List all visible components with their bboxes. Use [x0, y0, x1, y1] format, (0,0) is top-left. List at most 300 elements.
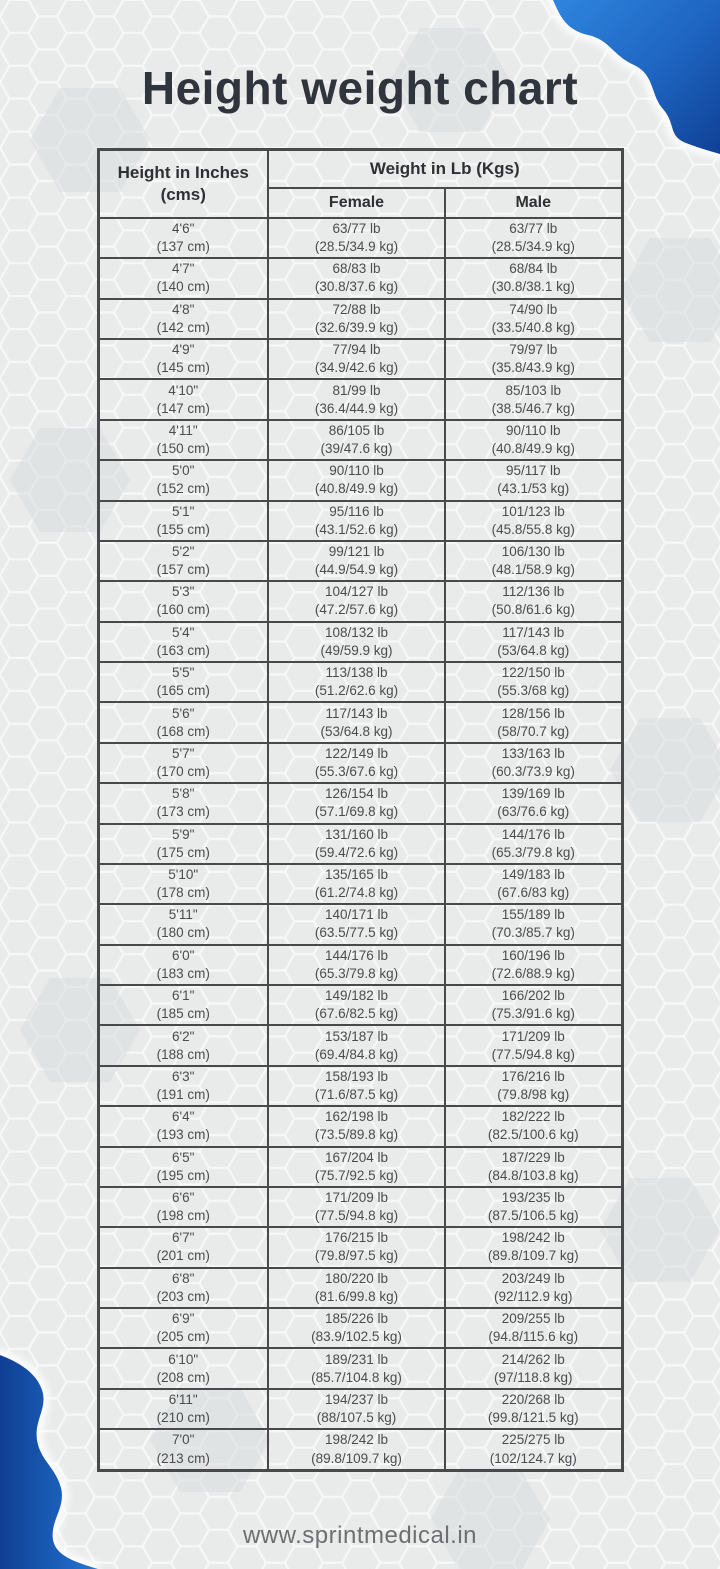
male-kg-value: (33.5/40.8 kg)	[491, 319, 575, 335]
female-weight-cell	[268, 501, 445, 541]
height-cell	[98, 258, 268, 298]
female-weight-cell	[268, 904, 445, 944]
female-weight-cell	[268, 1106, 445, 1146]
height-cell	[98, 743, 268, 783]
table-row	[98, 1308, 622, 1348]
female-weight-cell	[268, 1268, 445, 1308]
male-kg-value: (77.5/94.8 kg)	[491, 1046, 575, 1062]
male-weight-cell	[445, 1066, 622, 1106]
height-ft-value: 4'11"	[168, 422, 198, 438]
female-weight-cell	[268, 299, 445, 339]
height-cm-value: (155 cm)	[156, 521, 210, 537]
website-url: www.sprintmedical.in	[242, 1521, 478, 1549]
male-lb-value: 133/163 lb	[501, 745, 565, 761]
table-row	[98, 1187, 622, 1227]
height-cell	[98, 420, 268, 460]
male-kg-value: (48.1/58.9 kg)	[491, 562, 575, 578]
table-row	[98, 1025, 622, 1065]
female-weight-cell	[268, 258, 445, 298]
height-cell	[98, 904, 268, 944]
height-ft-value: 5'11"	[168, 907, 198, 923]
height-cell	[98, 501, 268, 541]
female-kg-value: (43.1/52.6 kg)	[314, 521, 399, 537]
male-kg-value: (65.3/79.8 kg)	[491, 844, 575, 860]
male-lb-value: 214/262 lb	[501, 1351, 565, 1367]
male-lb-value: 160/196 lb	[501, 947, 565, 963]
female-kg-value: (73.5/89.8 kg)	[314, 1127, 399, 1143]
female-kg-value: (61.2/74.8 kg)	[314, 885, 399, 901]
height-ft-value: 6'11"	[168, 1391, 198, 1407]
female-weight-cell	[268, 622, 445, 662]
height-ft-value: 5'0"	[172, 463, 195, 479]
height-ft-value: 5'3"	[172, 584, 195, 600]
male-weight-cell	[445, 662, 622, 702]
height-cm-value: (193 cm)	[156, 1127, 210, 1143]
male-weight-cell	[445, 1268, 622, 1308]
male-lb-value: 220/268 lb	[501, 1391, 565, 1407]
height-ft-value: 5'4"	[172, 624, 195, 640]
female-kg-value: (32.6/39.9 kg)	[314, 319, 399, 335]
col-header-male: Male	[445, 188, 622, 218]
female-lb-value: 122/149 lb	[324, 745, 389, 761]
height-ft-value: 7'0"	[172, 1432, 195, 1448]
height-cell	[98, 1268, 268, 1308]
female-weight-cell	[268, 1187, 445, 1227]
female-weight-cell	[268, 420, 445, 460]
col-header-weight-group: Weight in Lb (Kgs)	[268, 149, 622, 188]
height-cm-value: (198 cm)	[156, 1208, 210, 1224]
female-lb-value: 131/160 lb	[324, 826, 389, 842]
male-weight-cell	[445, 1025, 622, 1065]
height-cell	[98, 460, 268, 500]
height-cm-value: (150 cm)	[156, 440, 210, 456]
height-cm-value: (163 cm)	[156, 642, 210, 658]
height-ft-value: 5'6"	[172, 705, 195, 721]
male-weight-cell	[445, 743, 622, 783]
height-cm-value: (178 cm)	[156, 885, 210, 901]
height-cm-value: (142 cm)	[156, 319, 210, 335]
male-kg-value: (84.8/103.8 kg)	[487, 1167, 579, 1183]
female-kg-value: (44.9/54.9 kg)	[314, 562, 399, 578]
male-lb-value: 176/216 lb	[501, 1068, 565, 1084]
table-row	[98, 541, 622, 581]
male-lb-value: 225/275 lb	[501, 1432, 565, 1448]
female-lb-value: 189/231 lb	[324, 1351, 389, 1367]
height-cm-value: (210 cm)	[156, 1409, 210, 1425]
height-cell	[98, 702, 268, 742]
male-weight-cell	[445, 339, 622, 379]
height-cell	[98, 1025, 268, 1065]
height-cell	[98, 622, 268, 662]
height-ft-value: 4'7"	[172, 261, 195, 277]
female-lb-value: 99/121 lb	[328, 544, 385, 559]
female-weight-cell	[268, 945, 445, 985]
male-kg-value: (97/118.8 kg)	[493, 1369, 573, 1385]
height-cell	[98, 1389, 268, 1429]
male-lb-value: 90/110 lb	[505, 422, 561, 438]
height-cell	[98, 824, 268, 864]
height-cell	[98, 1429, 268, 1470]
male-weight-cell	[445, 1227, 622, 1267]
height-ft-value: 6'8"	[172, 1270, 195, 1286]
height-cm-value: (208 cm)	[156, 1369, 210, 1385]
male-weight-cell	[445, 218, 622, 258]
male-lb-value: 112/136 lb	[502, 584, 565, 600]
female-lb-value: 81/99 lb	[332, 382, 381, 398]
female-lb-value: 194/237 lb	[324, 1391, 389, 1407]
female-kg-value: (49/59.9 kg)	[320, 642, 393, 658]
height-ft-value: 6'6"	[172, 1190, 195, 1205]
height-weight-table	[97, 148, 624, 1472]
height-cm-value: (168 cm)	[156, 723, 210, 739]
height-cm-value: (137 cm)	[156, 239, 210, 255]
female-kg-value: (57.1/69.8 kg)	[314, 804, 399, 820]
height-cell	[98, 783, 268, 823]
height-ft-value: 5'1"	[172, 503, 195, 519]
female-weight-cell	[268, 985, 445, 1025]
height-cell	[98, 1227, 268, 1267]
table-row	[98, 420, 622, 460]
height-ft-value: 4'9"	[172, 342, 195, 358]
table-row	[98, 904, 622, 944]
female-kg-value: (83.9/102.5 kg)	[311, 1329, 402, 1345]
male-kg-value: (28.5/34.9 kg)	[491, 239, 575, 255]
female-kg-value: (30.8/37.6 kg)	[314, 279, 399, 295]
male-kg-value: (58/70.7 kg)	[497, 723, 570, 739]
female-lb-value: 86/105 lb	[328, 422, 385, 438]
female-lb-value: 171/209 lb	[324, 1190, 389, 1205]
female-weight-cell	[268, 1147, 445, 1187]
female-kg-value: (55.3/67.6 kg)	[314, 763, 399, 779]
male-weight-cell	[445, 1308, 622, 1348]
female-lb-value: 198/242 lb	[324, 1432, 389, 1448]
height-cell	[98, 541, 268, 581]
height-ft-value: 6'9"	[172, 1311, 195, 1327]
female-lb-value: 185/226 lb	[324, 1311, 389, 1327]
table-row	[98, 501, 622, 541]
height-ft-value: 5'10"	[168, 867, 199, 882]
male-weight-cell	[445, 622, 622, 662]
male-weight-cell	[445, 985, 622, 1025]
height-ft-value: 5'8"	[172, 786, 195, 802]
height-ft-value: 5'7"	[172, 745, 195, 761]
male-lb-value: 139/169 lb	[501, 786, 565, 802]
male-lb-value: 209/255 lb	[501, 1311, 565, 1327]
male-weight-cell	[445, 824, 622, 864]
height-ft-value: 6'4"	[172, 1109, 195, 1125]
female-weight-cell	[268, 743, 445, 783]
female-kg-value: (71.6/87.5 kg)	[314, 1086, 399, 1102]
height-ft-value: 6'3"	[172, 1068, 195, 1084]
female-kg-value: (85.7/104.8 kg)	[311, 1369, 402, 1385]
male-weight-cell	[445, 864, 622, 904]
female-weight-cell	[268, 1389, 445, 1429]
height-cm-value: (165 cm)	[156, 683, 210, 699]
male-kg-value: (99.8/121.5 kg)	[487, 1409, 579, 1425]
female-lb-value: 72/88 lb	[332, 301, 381, 317]
male-weight-cell	[445, 581, 622, 621]
table-row	[98, 581, 622, 621]
table-row	[98, 218, 622, 258]
female-weight-cell	[268, 218, 445, 258]
height-cell	[98, 299, 268, 339]
height-ft-value: 4'10"	[168, 382, 199, 398]
height-cm-value: (213 cm)	[156, 1450, 210, 1466]
female-weight-cell	[268, 1308, 445, 1348]
height-ft-value: 6'7"	[172, 1230, 195, 1246]
female-kg-value: (39/47.6 kg)	[320, 440, 393, 456]
table-row	[98, 864, 622, 904]
height-cm-value: (175 cm)	[156, 844, 210, 860]
table-row	[98, 945, 622, 985]
page-title: Height weight chart	[141, 62, 579, 114]
female-weight-cell	[268, 864, 445, 904]
male-lb-value: 149/183 lb	[501, 867, 565, 882]
height-cell	[98, 945, 268, 985]
female-lb-value: 104/127 lb	[324, 584, 389, 600]
female-kg-value: (88/107.5 kg)	[316, 1409, 397, 1425]
male-kg-value: (87.5/106.5 kg)	[487, 1208, 579, 1224]
table-row	[98, 339, 622, 379]
female-kg-value: (75.7/92.5 kg)	[314, 1167, 399, 1183]
table-row	[98, 1147, 622, 1187]
male-lb-value: 117/143 lb	[502, 624, 565, 640]
female-weight-cell	[268, 1066, 445, 1106]
female-weight-cell	[268, 702, 445, 742]
female-kg-value: (40.8/49.9 kg)	[314, 481, 399, 497]
female-kg-value: (34.9/42.6 kg)	[314, 360, 399, 376]
male-lb-value: 193/235 lb	[501, 1190, 565, 1205]
male-weight-cell	[445, 420, 622, 460]
female-kg-value: (53/64.8 kg)	[320, 723, 393, 739]
height-cell	[98, 864, 268, 904]
male-kg-value: (102/124.7 kg)	[489, 1450, 577, 1466]
height-ft-value: 6'2"	[172, 1028, 195, 1044]
height-cell	[98, 1348, 268, 1388]
height-cm-value: (145 cm)	[156, 360, 210, 376]
female-weight-cell	[268, 460, 445, 500]
female-lb-value: 180/220 lb	[324, 1270, 389, 1286]
height-cm-value: (183 cm)	[156, 965, 210, 981]
height-cm-value: (205 cm)	[156, 1329, 210, 1345]
female-lb-value: 117/143 lb	[325, 705, 388, 721]
male-lb-value: 101/123 lb	[501, 503, 565, 519]
male-kg-value: (35.8/43.9 kg)	[491, 360, 575, 376]
female-lb-value: 149/182 lb	[324, 988, 389, 1004]
height-cm-value: (147 cm)	[156, 400, 210, 416]
male-lb-value: 122/150 lb	[501, 665, 565, 681]
male-weight-cell	[445, 702, 622, 742]
female-lb-value: 158/193 lb	[324, 1068, 389, 1084]
height-cm-value: (201 cm)	[156, 1248, 210, 1264]
height-cell	[98, 379, 268, 419]
height-ft-value: 4'6"	[172, 221, 195, 236]
height-ft-value: 6'5"	[172, 1149, 195, 1165]
male-lb-value: 144/176 lb	[501, 826, 565, 842]
male-kg-value: (55.3/68 kg)	[497, 683, 570, 699]
male-kg-value: (60.3/73.9 kg)	[491, 763, 575, 779]
table-row	[98, 824, 622, 864]
male-weight-cell	[445, 904, 622, 944]
female-kg-value: (36.4/44.9 kg)	[314, 400, 399, 416]
male-lb-value: 171/209 lb	[501, 1028, 565, 1044]
table-row	[98, 460, 622, 500]
male-kg-value: (75.3/91.6 kg)	[491, 1006, 575, 1022]
male-kg-value: (30.8/38.1 kg)	[491, 279, 575, 295]
height-cell	[98, 218, 268, 258]
table-row	[98, 1429, 622, 1470]
table-row	[98, 258, 622, 298]
female-lb-value: 95/116 lb	[329, 503, 384, 519]
col-header-height: Height in Inches (cms)	[98, 149, 268, 218]
female-lb-value: 108/132 lb	[324, 624, 389, 640]
female-weight-cell	[268, 662, 445, 702]
col-header-female: Female	[268, 188, 445, 218]
female-lb-value: 135/165 lb	[324, 867, 389, 882]
female-lb-value: 68/83 lb	[332, 261, 381, 277]
female-lb-value: 140/171 lb	[324, 907, 389, 923]
height-cm-value: (203 cm)	[156, 1288, 210, 1304]
male-weight-cell	[445, 460, 622, 500]
female-kg-value: (69.4/84.8 kg)	[314, 1046, 399, 1062]
height-cm-value: (160 cm)	[156, 602, 210, 618]
male-weight-cell	[445, 299, 622, 339]
male-kg-value: (50.8/61.6 kg)	[491, 602, 575, 618]
female-weight-cell	[268, 541, 445, 581]
height-cm-value: (180 cm)	[156, 925, 210, 941]
male-weight-cell	[445, 783, 622, 823]
table-body	[98, 218, 622, 1471]
male-weight-cell	[445, 501, 622, 541]
table-row	[98, 1227, 622, 1267]
male-lb-value: 198/242 lb	[501, 1230, 565, 1246]
male-lb-value: 106/130 lb	[501, 544, 565, 559]
female-weight-cell	[268, 339, 445, 379]
female-lb-value: 63/77 lb	[332, 221, 381, 236]
height-cell	[98, 985, 268, 1025]
female-kg-value: (81.6/99.8 kg)	[314, 1288, 399, 1304]
table-row	[98, 783, 622, 823]
male-kg-value: (82.5/100.6 kg)	[487, 1127, 579, 1143]
male-kg-value: (94.8/115.6 kg)	[488, 1329, 579, 1345]
male-lb-value: 203/249 lb	[501, 1270, 565, 1286]
male-lb-value: 166/202 lb	[501, 988, 565, 1004]
table-row	[98, 743, 622, 783]
table-row	[98, 702, 622, 742]
male-weight-cell	[445, 1106, 622, 1146]
female-lb-value: 113/138 lb	[325, 665, 388, 681]
male-weight-cell	[445, 1389, 622, 1429]
female-lb-value: 90/110 lb	[329, 463, 384, 479]
male-kg-value: (53/64.8 kg)	[497, 642, 570, 658]
height-ft-value: 4'8"	[172, 301, 195, 317]
height-cm-value: (195 cm)	[156, 1167, 210, 1183]
male-kg-value: (63/76.6 kg)	[497, 804, 570, 820]
female-kg-value: (63.5/77.5 kg)	[314, 925, 399, 941]
male-lb-value: 85/103 lb	[505, 382, 562, 398]
female-lb-value: 126/154 lb	[324, 786, 389, 802]
height-ft-value: 5'5"	[172, 665, 195, 681]
table-row	[98, 1106, 622, 1146]
table-row	[98, 1268, 622, 1308]
table-row	[98, 1066, 622, 1106]
male-weight-cell	[445, 541, 622, 581]
height-cell	[98, 581, 268, 621]
female-weight-cell	[268, 1227, 445, 1267]
height-ft-value: 5'2"	[172, 544, 195, 559]
height-cm-value: (170 cm)	[156, 763, 210, 779]
male-weight-cell	[445, 1147, 622, 1187]
height-cm-value: (152 cm)	[156, 481, 210, 497]
female-weight-cell	[268, 824, 445, 864]
male-lb-value: 128/156 lb	[501, 705, 565, 721]
height-ft-value: 5'9"	[172, 826, 195, 842]
female-weight-cell	[268, 1429, 445, 1470]
female-lb-value: 144/176 lb	[324, 947, 389, 963]
male-lb-value: 63/77 lb	[509, 221, 558, 236]
male-kg-value: (40.8/49.9 kg)	[491, 440, 575, 456]
height-cell	[98, 1106, 268, 1146]
height-ft-value: 6'0"	[172, 947, 195, 963]
male-lb-value: 74/90 lb	[509, 301, 558, 317]
table-row	[98, 985, 622, 1025]
female-lb-value: 153/187 lb	[324, 1028, 389, 1044]
female-kg-value: (59.4/72.6 kg)	[314, 844, 399, 860]
male-kg-value: (45.8/55.8 kg)	[491, 521, 575, 537]
male-weight-cell	[445, 379, 622, 419]
male-lb-value: 95/117 lb	[505, 463, 561, 479]
female-kg-value: (65.3/79.8 kg)	[314, 965, 399, 981]
height-cell	[98, 1187, 268, 1227]
female-weight-cell	[268, 1025, 445, 1065]
male-kg-value: (38.5/46.7 kg)	[491, 400, 575, 416]
female-kg-value: (77.5/94.8 kg)	[314, 1208, 399, 1224]
male-lb-value: 68/84 lb	[509, 261, 558, 277]
male-lb-value: 155/189 lb	[501, 907, 565, 923]
height-cm-value: (157 cm)	[156, 562, 210, 578]
male-kg-value: (67.6/83 kg)	[497, 885, 570, 901]
female-weight-cell	[268, 1348, 445, 1388]
table-row	[98, 379, 622, 419]
height-cell	[98, 1066, 268, 1106]
female-kg-value: (89.8/109.7 kg)	[311, 1450, 402, 1466]
table-row	[98, 299, 622, 339]
male-weight-cell	[445, 945, 622, 985]
height-cell	[98, 1147, 268, 1187]
male-kg-value: (72.6/88.9 kg)	[491, 965, 575, 981]
height-cm-value: (140 cm)	[156, 279, 210, 295]
female-kg-value: (51.2/62.6 kg)	[314, 683, 399, 699]
height-ft-value: 6'10"	[168, 1351, 199, 1367]
male-kg-value: (89.8/109.7 kg)	[487, 1248, 579, 1264]
height-cell	[98, 662, 268, 702]
female-kg-value: (79.8/97.5 kg)	[314, 1248, 399, 1264]
female-lb-value: 162/198 lb	[324, 1109, 389, 1125]
table-header	[98, 149, 622, 218]
male-lb-value: 79/97 lb	[509, 342, 558, 358]
male-weight-cell	[445, 1187, 622, 1227]
female-kg-value: (67.6/82.5 kg)	[314, 1006, 399, 1022]
male-kg-value: (79.8/98 kg)	[497, 1086, 570, 1102]
height-cell	[98, 339, 268, 379]
female-kg-value: (47.2/57.6 kg)	[314, 602, 399, 618]
male-weight-cell	[445, 1429, 622, 1470]
female-weight-cell	[268, 581, 445, 621]
table-row	[98, 662, 622, 702]
height-cell	[98, 1308, 268, 1348]
height-cm-value: (185 cm)	[156, 1006, 210, 1022]
female-kg-value: (28.5/34.9 kg)	[314, 239, 399, 255]
